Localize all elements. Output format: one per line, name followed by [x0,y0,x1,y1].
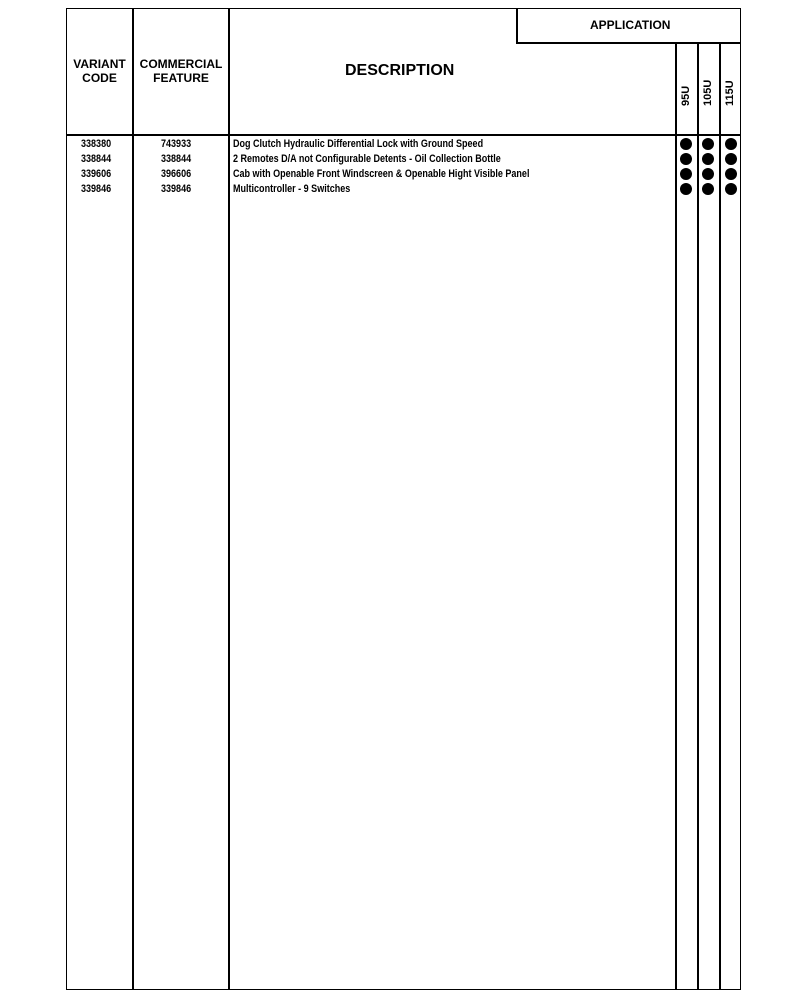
commercial-feature-header: COMMERCIAL FEATURE [139,57,223,85]
commercial-feature-cell: 396606 [161,168,192,180]
application-dot [702,138,714,150]
column-divider [132,8,134,990]
commercial-feature-cell: 339846 [161,183,192,195]
application-dot [680,138,692,150]
variant-code-cell: 339606 [81,168,112,180]
application-dot [725,153,737,165]
variant-code-cell: 338844 [81,153,112,165]
column-divider [228,8,230,990]
variant-code-cell: 338380 [81,138,112,150]
column-divider [697,43,699,990]
description-cell: Cab with Openable Front Windscreen & Openable Hight Visible Panel [233,168,530,180]
application-dot [702,153,714,165]
description-header: DESCRIPTION [345,62,455,79]
application-underline [516,42,741,44]
application-dot [702,168,714,180]
application-dot [725,183,737,195]
application-dot [702,183,714,195]
column-divider [675,43,677,990]
model-105u-header: 105U [702,79,714,106]
description-cell: Dog Clutch Hydraulic Differential Lock with Ground Speed [233,138,484,150]
model-95u-header: 95U [680,85,692,106]
application-dot [680,183,692,195]
description-cell: 2 Remotes D/A not Configurable Detents - Oil Collection Bottle [233,153,501,165]
commercial-feature-cell: 743933 [161,138,192,150]
application-dot [725,138,737,150]
application-dot [680,168,692,180]
header-divider [66,134,741,136]
column-divider [719,43,721,990]
description-cell: Multicontroller - 9 Switches [233,183,351,195]
application-dot [725,168,737,180]
application-header: APPLICATION [590,18,671,32]
model-115u-header: 115U [724,80,736,106]
variant-code-cell: 339846 [81,183,112,195]
application-dot [680,153,692,165]
application-divider [516,8,518,43]
variant-code-header: VARIANT CODE [73,57,126,85]
commercial-feature-cell: 338844 [161,153,192,165]
